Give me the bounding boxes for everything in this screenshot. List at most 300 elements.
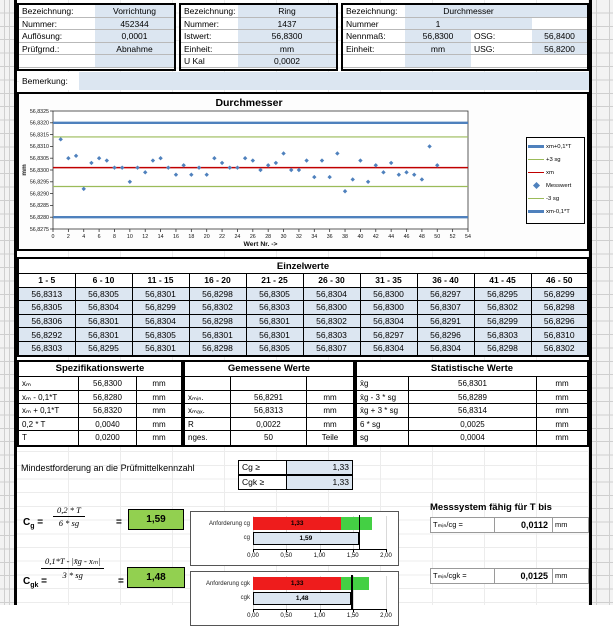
cg-requirement-value[interactable]: 1,33 [287,460,353,475]
table-row [18,341,588,355]
header-value-cell[interactable]: 1 [405,18,471,31]
measurement-cell[interactable]: 56,8310 [531,328,588,342]
column-header: 11 - 15 [132,274,189,288]
chart-legend [526,137,585,224]
cg-requirement-label: Cg ≥ [238,460,287,475]
measurement-cell[interactable]: 56,8303 [474,328,531,342]
column-header: 1 - 5 [18,274,75,288]
gauge-info-block [17,3,176,71]
measurement-cell[interactable]: 56,8303 [303,328,360,342]
header-label: Einheit: [181,43,238,56]
characteristic-info-block [341,3,589,71]
axis-tick-label: 2,00 [380,553,392,559]
header-value-cell[interactable] [532,5,587,18]
measurement-cell[interactable]: 56,8307 [303,341,360,355]
svg-text:Wert Nr. ->: Wert Nr. -> [243,241,278,248]
header-label: Auflösung: [19,30,95,43]
cgk-requirement-value[interactable]: 1,33 [287,475,353,490]
table-row [18,328,588,342]
cg-result-cell[interactable]: 1,59 [128,509,184,530]
svg-text:30: 30 [280,234,287,240]
tmin-cg-value[interactable]: 0,0112 [495,518,553,532]
legend-label: Messwert [546,182,572,189]
header-label: Einheit: [343,43,405,56]
unit-label: mm [152,406,166,416]
run-chart [17,92,589,251]
legend-label: xm [546,169,554,176]
svg-text:24: 24 [234,234,241,240]
value-label: 0,2 * T [19,418,79,431]
run-chart-plot [19,108,587,249]
measurement-cell[interactable]: 56,8300 [303,301,360,315]
header-value-cell[interactable]: Vorrichtung [95,5,174,18]
header-label [343,55,405,68]
gridline [386,576,387,610]
cg-formula-fraction [53,505,85,528]
value-label: nges. [185,431,231,445]
header-value-cell[interactable] [95,55,174,68]
svg-text:14: 14 [157,234,164,240]
legend-label: +3 sg [546,156,561,163]
measurement-marker-icon [528,183,544,188]
svg-text:28: 28 [265,234,272,240]
value-row [19,431,181,445]
measurement-cell[interactable]: 56,8301 [246,328,303,342]
value-row [19,391,181,405]
reference-line-icon [528,172,544,174]
single-values-title: Einzelwerte [18,258,588,274]
measurement-cell[interactable]: 56,8297 [360,328,417,342]
axis-tick-label: 1,50 [346,553,359,559]
value-label: R [185,418,231,431]
value-label: xₘ + 0,1*T [19,404,79,417]
value-cell[interactable]: 0,0004 [409,431,537,445]
measurement-cell[interactable]: 56,8302 [303,314,360,328]
unit-label: Teile [321,433,339,443]
measurement-cell[interactable]: 56,8299 [132,301,189,315]
cgk-equals-sign: = [118,576,124,587]
unit-label: mm [323,419,337,429]
measurement-cell[interactable]: 56,8304 [360,314,417,328]
value-label: x̄g + 3 * sg [357,404,409,417]
axis-tick [320,609,321,612]
reference-line-icon [528,198,544,200]
section-title: Spezifikationswerte [19,362,181,377]
unit-label: mm [555,392,569,402]
value-row [185,391,353,405]
minimum-requirement-text: Mindestforderung an die Prüfmittelkennzahl [21,463,195,473]
measurement-cell[interactable]: 56,8303 [18,341,75,355]
header-value-cell[interactable] [532,18,587,31]
column-header: 16 - 20 [189,274,246,288]
legend-item [528,205,583,218]
value-label: xₘ - 0,1*T [19,391,79,404]
axis-tick [320,549,321,552]
axis-tick-label: 0,00 [247,613,259,619]
value-row [357,431,587,445]
value-cell[interactable]: 56,8301 [409,377,537,390]
value-row [185,404,353,418]
cg-equals-sign: = [116,517,122,528]
measurement-cell[interactable]: 56,8306 [18,314,75,328]
table-row [18,314,588,328]
table-row [18,301,588,315]
header-label: Bezeichnung: [181,5,238,18]
svg-text:8: 8 [113,234,116,240]
value-cell[interactable] [231,377,307,390]
column-header: 41 - 45 [474,274,531,288]
unit-label: mm [152,392,166,402]
value-row [357,391,587,405]
svg-text:36: 36 [326,234,333,240]
svg-text:56,8285: 56,8285 [29,203,49,210]
cgk-requirement-label: Cgk ≥ [238,475,287,490]
header-value-cell[interactable]: 0,0001 [95,30,174,43]
header-value-cell[interactable]: 56,8300 [405,30,471,43]
value-label: xₘᵢₙ. [185,391,231,404]
header-label: Nummer [343,18,405,31]
svg-text:56,8320: 56,8320 [29,120,49,127]
value-label: T [19,431,79,445]
reference-line-icon [528,210,544,213]
cg-formula-symbol: $C_g$ = [23,517,44,530]
header-label: Bezeichnung: [19,5,95,18]
legend-item [528,140,583,153]
measurement-cell[interactable]: 56,8304 [303,287,360,301]
measurement-cell[interactable]: 56,8305 [75,287,132,301]
measurement-cell[interactable]: 56,8305 [18,301,75,315]
header-label: Nummer: [19,18,95,31]
svg-text:56,8295: 56,8295 [29,179,49,186]
svg-text:10: 10 [126,234,133,240]
statistical-values-table [355,360,589,447]
header-value-cell[interactable] [405,55,471,68]
table-row [18,287,588,301]
axis-tick [386,549,387,552]
single-values-table [17,257,589,357]
axis-tick-label: 0,50 [280,553,293,559]
margin-bar [341,517,372,530]
measurement-cell[interactable]: 56,8295 [75,341,132,355]
unit-label: mm [555,379,569,388]
actual-value-bar: 1,48 [253,592,351,605]
cg-formula-numerator: 0,2 * T [53,505,85,517]
unit-label: mm [152,419,166,429]
measurement-cell[interactable]: 56,8301 [75,314,132,328]
row-header-gutter [0,0,14,605]
header-label: Nennmaß: [343,30,405,43]
unit-label: mm [323,392,337,402]
measurement-cell[interactable]: 56,8298 [531,301,588,315]
gutter-gridline [4,0,5,605]
header-value-cell[interactable]: 0,0002 [238,55,336,68]
header-label: Prüfgrnd.: [19,43,95,56]
measurement-cell[interactable]: 56,8305 [246,341,303,355]
tmin-cgk-value[interactable]: 0,0125 [495,569,553,583]
value-row [19,404,181,418]
value-marker-line [359,515,361,549]
chart-title: Durchmesser [215,97,283,109]
header-label: USG: [471,43,532,56]
value-marker-line [351,575,353,609]
svg-text:2: 2 [66,234,70,240]
cgk-formula-numerator: 0,1*T - |x̄g - xₘ| [41,556,104,569]
tmin-cgk-row [430,568,589,584]
svg-text:50: 50 [434,234,441,240]
header-value-cell[interactable] [471,55,532,68]
tmin-cgk-unit: mm [555,571,568,580]
measurement-cell[interactable]: 56,8313 [18,287,75,301]
value-cell[interactable]: 56,8300 [79,377,137,390]
header-label: OSG: [471,30,532,43]
measurement-cell[interactable]: 56,8295 [474,287,531,301]
svg-text:54: 54 [465,234,471,240]
measurement-cell[interactable]: 56,8301 [132,287,189,301]
cgk-formula-fraction [41,556,104,580]
section-title: Gemessene Werte [185,362,353,377]
value-cell[interactable]: 56,8280 [79,391,137,404]
axis-tick-label: 2,00 [380,613,392,619]
svg-text:56,8300: 56,8300 [29,167,49,174]
header-value-cell[interactable] [532,55,587,68]
cgk-formula-denominator: 3 * sg [62,570,83,580]
measurement-cell[interactable]: 56,8296 [531,314,588,328]
header-value-cell[interactable]: Ring [238,5,336,18]
measurement-cell[interactable]: 56,8297 [417,287,474,301]
requirement-bar: 1,33 [253,517,341,530]
header-value-cell[interactable]: 1437 [238,18,336,31]
axis-tick [253,549,254,552]
measurement-cell[interactable]: 56,8301 [246,314,303,328]
svg-text:42: 42 [372,234,379,240]
column-header: 6 - 10 [75,274,132,288]
reference-part-info-block [179,3,338,71]
axis-tick [386,609,387,612]
measurement-cell[interactable]: 56,8291 [417,314,474,328]
svg-text:mm: mm [21,164,28,176]
svg-text:40: 40 [357,234,364,240]
value-label: x̄g - 3 * sg [357,391,409,404]
legend-item [528,166,583,179]
cgk-requirement-chart [190,571,399,626]
value-label: 6 * sg [357,418,409,431]
measurement-cell[interactable]: 56,8298 [189,341,246,355]
actual-value-bar: 1,59 [253,532,359,545]
measured-values-table [183,360,355,447]
value-cell[interactable]: 56,8320 [79,404,137,417]
legend-item [528,153,583,166]
value-cell[interactable]: 50 [231,431,307,445]
axis-tick-label: 1,50 [346,613,359,619]
value-cell[interactable]: 56,8313 [231,404,307,417]
legend-label: xm-0,1*T [546,208,570,215]
capability-title: Messsystem fähig für T bis [430,502,552,513]
unit-label: mm [152,433,166,443]
svg-text:48: 48 [418,234,425,240]
measurement-cell[interactable]: 56,8301 [189,328,246,342]
svg-text:34: 34 [311,234,318,240]
column-header: 21 - 25 [246,274,303,288]
svg-text:16: 16 [173,234,179,240]
header-label: Bezeichnung: [343,5,405,18]
measurement-cell[interactable]: 56,8296 [417,328,474,342]
svg-text:56,8290: 56,8290 [29,191,49,198]
measurement-cell[interactable]: 56,8292 [18,328,75,342]
measurement-cell[interactable]: 56,8302 [189,301,246,315]
unit-label: mm [555,419,569,429]
cg-requirement-chart [190,511,399,566]
svg-text:32: 32 [295,234,302,240]
value-row [357,418,587,432]
specification-values-table [17,360,183,447]
measurement-cell[interactable]: 56,8302 [474,301,531,315]
value-label: xₘₐₓ. [185,404,231,417]
header-label: U Kal [181,55,238,68]
section-title: Statistische Werte [357,362,587,377]
cgk-result-cell[interactable]: 1,48 [127,567,185,588]
value-cell[interactable]: 0,0022 [231,418,307,431]
unit-label: mm [152,379,166,388]
measurement-cell[interactable]: 56,8301 [75,328,132,342]
svg-text:56,8275: 56,8275 [29,226,49,233]
measurement-cell[interactable]: 56,8301 [132,341,189,355]
header-label [19,55,95,68]
unit-label: mm [323,406,337,416]
table-title-row [18,258,588,274]
value-label: xₘ [19,377,79,390]
header-value-cell[interactable]: 56,8200 [532,43,587,56]
gutter-gridline [9,0,10,605]
single-values-grid [17,257,589,357]
value-cell[interactable]: 56,8314 [409,404,537,417]
measurement-cell[interactable]: 56,8304 [75,301,132,315]
measurement-cell[interactable]: 56,8303 [246,301,303,315]
value-cell[interactable]: 0,0025 [409,418,537,431]
measurement-cell[interactable]: 56,8299 [531,287,588,301]
svg-text:18: 18 [188,234,195,240]
remark-label: Bemerkung: [19,72,82,90]
svg-text:52: 52 [449,234,456,240]
header-value-cell[interactable]: 56,8300 [238,30,336,43]
svg-text:38: 38 [342,234,348,240]
measurement-cell[interactable]: 56,8307 [417,301,474,315]
cg-formula-denominator: 6 * sg [58,518,80,528]
legend-item [528,192,583,205]
value-row [185,431,353,445]
legend-label: xm+0,1*T [546,143,572,150]
svg-text:56,8315: 56,8315 [29,132,49,139]
value-label: sg [357,431,409,445]
axis-tick [253,609,254,612]
measurement-cell[interactable]: 56,8298 [189,314,246,328]
column-header: 36 - 40 [417,274,474,288]
tmin-cg-unit: mm [555,520,568,529]
axis-tick-label: 0,50 [280,613,293,619]
value-row [357,377,587,391]
header-value-cell[interactable]: 452344 [95,18,174,31]
column-header: 26 - 30 [303,274,360,288]
gutter-gridline [596,0,597,605]
header-value-cell[interactable]: mm [238,43,336,56]
svg-text:0: 0 [51,234,55,240]
gridline [386,516,387,550]
measurement-cell[interactable]: 56,8304 [132,314,189,328]
column-header: 31 - 35 [360,274,417,288]
svg-text:26: 26 [249,234,256,240]
svg-text:56,8310: 56,8310 [29,144,49,151]
unit-label: mm [555,433,569,443]
tmin-cgk-label: Tₘᵢₙ/cgk = [431,569,495,583]
svg-text:20: 20 [203,234,210,240]
measurement-cell[interactable]: 56,8304 [360,341,417,355]
measurement-cell[interactable]: 56,8300 [360,287,417,301]
value-row [357,404,587,418]
bar-category-label: cgk [240,595,250,601]
svg-text:46: 46 [403,234,410,240]
reference-line-icon [528,159,544,161]
right-cells-gutter [592,0,613,605]
measurement-cell[interactable]: 56,8298 [189,287,246,301]
svg-text:12: 12 [142,234,149,240]
cgk-formula-symbol: $C_{gk}$ = [23,576,48,589]
header-value-cell[interactable]: Durchmesser [405,5,532,18]
column-header: 46 - 50 [531,274,588,288]
svg-text:56,8325: 56,8325 [29,108,49,115]
value-row [185,377,353,391]
header-value-cell[interactable]: mm [405,43,471,56]
svg-text:4: 4 [82,234,86,240]
header-value-cell[interactable] [471,18,532,31]
tmin-cg-label: Tₘᵢₙ/cg = [431,518,495,532]
axis-tick [353,609,354,612]
value-label: x̄g [357,377,409,390]
value-cell[interactable]: 0,0200 [79,431,137,445]
value-cell[interactable]: 56,8289 [409,391,537,404]
bar-category-label: Anforderung cg [208,521,250,527]
axis-tick-label: 1,00 [313,553,326,559]
unit-label [307,377,353,390]
value-row [185,418,353,432]
remark-input-cell[interactable] [79,72,589,90]
measurement-cell[interactable]: 56,8304 [417,341,474,355]
header-label: Istwert: [181,30,238,43]
value-cell[interactable]: 0,0040 [79,418,137,431]
axis-tick [286,549,287,552]
bar-category-label: Anforderung cgk [205,581,250,587]
value-row [19,377,181,391]
svg-text:56,8280: 56,8280 [29,215,49,221]
measurement-cell[interactable]: 56,8300 [360,301,417,315]
worksheet-area [14,0,592,619]
measurement-cell[interactable]: 56,8299 [474,314,531,328]
measurement-cell[interactable]: 56,8305 [246,287,303,301]
value-row [19,418,181,432]
measurement-cell[interactable]: 56,8305 [132,328,189,342]
unit-label: mm [555,406,569,416]
measurement-cell[interactable]: 56,8302 [531,341,588,355]
axis-tick-label: 0,00 [247,553,259,559]
axis-tick [286,609,287,612]
svg-text:6: 6 [97,234,101,240]
value-cell[interactable]: 56,8291 [231,391,307,404]
svg-text:22: 22 [219,234,226,240]
header-value-cell[interactable]: Abnahme [95,43,174,56]
gutter-gridline [609,0,610,605]
header-label: Nummer: [181,18,238,31]
header-value-cell[interactable]: 56,8400 [532,30,587,43]
measurement-cell[interactable]: 56,8298 [474,341,531,355]
axis-tick-label: 1,00 [313,613,326,619]
